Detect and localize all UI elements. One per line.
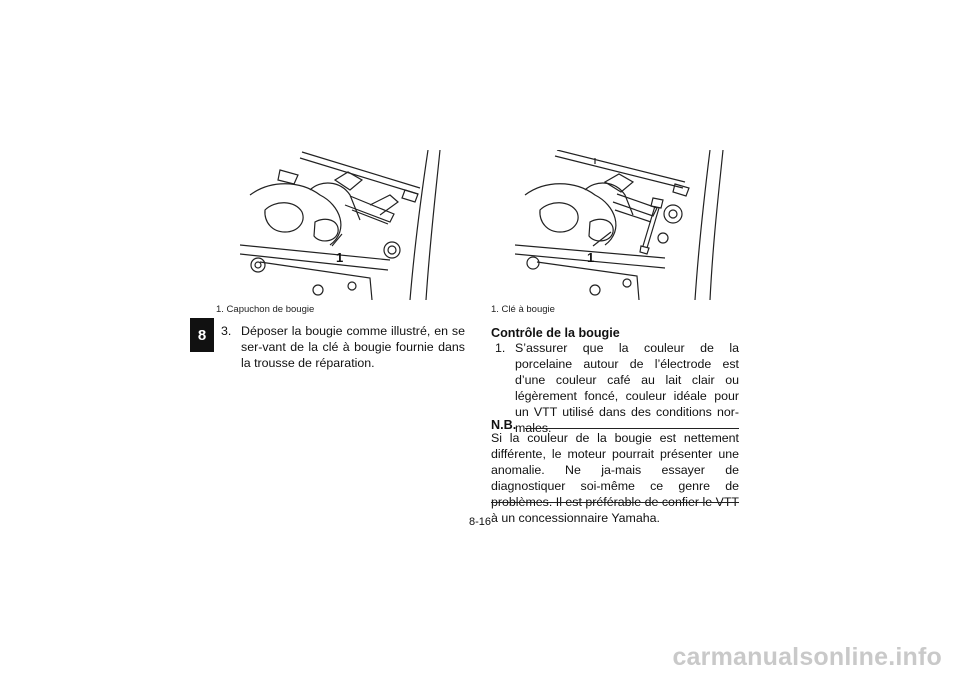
watermark: carmanualsonline.info [672,643,942,671]
note-top-rule [525,428,739,429]
right-step-item [495,340,739,436]
left-callout-number: 1 [336,250,344,265]
spark-plug-wrench-illustration [515,150,740,300]
note-label: N.B. [491,418,517,432]
left-step-text: Déposer la bougie comme illustré, en se ser-vant de la clé à bougie fournie dans la trousse de réparation. [241,324,465,370]
left-figure-caption: 1. Capuchon de bougie [216,304,315,315]
chapter-tab: 8 [190,318,214,352]
note-text: Si la couleur de la bougie est nettement différente, le moteur pourrait présenter une anomalie. Ne ja-mais essayer de diagnostiquer soi-même ce genre de problèmes. Il est préférable de confier le VTT à un concessionnaire Yamaha. [491,431,739,525]
left-steps-list [221,323,465,371]
right-step-text: S’assurer que la couleur de la porcelaine autour de l’électrode est d’une couleur café au lait clair ou légèrement foncé, couleur idéale pour un VTT utilisé dans des conditions nor-males. [515,341,739,435]
right-figure-caption: 1. Clé à bougie [491,304,555,315]
left-step-item [221,323,465,371]
page-number: 8-16 [468,516,492,528]
left-step-number: 3. [221,324,232,338]
right-step-number: 1. [495,341,506,355]
section-heading: Contrôle de la bougie [491,326,620,340]
spark-plug-cap-illustration [240,150,465,300]
note-bottom-rule [491,502,739,503]
right-callout-number: 1 [587,250,595,265]
right-steps-list [495,340,739,436]
